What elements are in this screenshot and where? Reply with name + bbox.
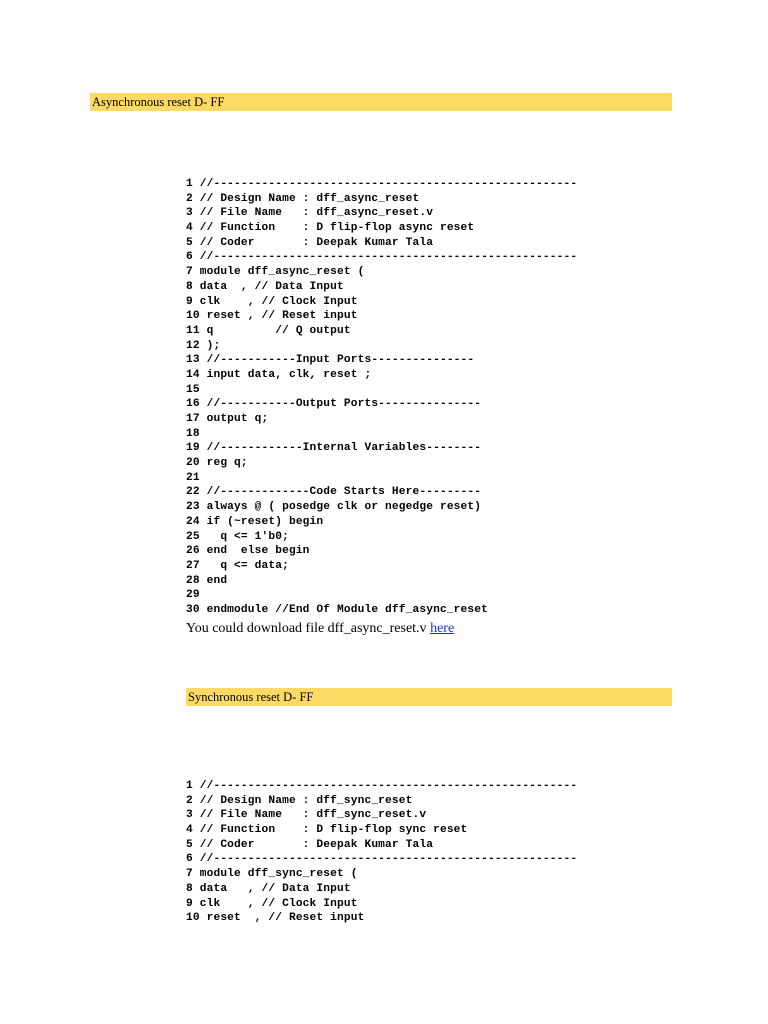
code-line: 23 always @ ( posedge clk or negedge reset) xyxy=(186,501,482,514)
code-line: 7 module dff_sync_reset ( xyxy=(186,868,358,881)
code-line: 19 //------------Internal Variables-------- xyxy=(186,442,482,455)
code-line: 21 xyxy=(186,471,200,484)
code-line: 30 endmodule //End Of Module dff_async_reset xyxy=(186,603,488,616)
code-line: 2 // Design Name : dff_async_reset xyxy=(186,192,420,205)
code-line: 22 //-------------Code Starts Here--------- xyxy=(186,486,482,499)
code-line: 1 //----------------------------------------------------- xyxy=(186,780,578,792)
code-line: 3 // File Name : dff_sync_reset.v xyxy=(186,809,427,822)
code-line: 5 // Coder : Deepak Kumar Tala xyxy=(186,838,434,851)
code-line: 9 clk , // Clock Input xyxy=(186,897,358,910)
code-line: 20 reg q; xyxy=(186,457,248,470)
section-heading-async: Asynchronous reset D- FF xyxy=(90,93,672,111)
download-text: You could download file dff_async_reset.v xyxy=(186,621,431,636)
code-line: 7 module dff_async_reset ( xyxy=(186,266,365,279)
code-line: 8 data , // Data Input xyxy=(186,882,351,895)
code-line: 6 //----------------------------------------------------- xyxy=(186,251,578,264)
code-line: 29 xyxy=(186,589,200,602)
code-line: 18 xyxy=(186,427,200,440)
code-line: 25 q <= 1'b0; xyxy=(186,530,289,543)
code-line: 14 input data, clk, reset ; xyxy=(186,368,372,381)
code-line: 26 end else begin xyxy=(186,545,310,558)
code-line: 12 ); xyxy=(186,339,221,352)
code-line: 24 if (~reset) begin xyxy=(186,515,324,528)
download-line xyxy=(186,620,454,638)
code-line: 2 // Design Name : dff_sync_reset xyxy=(186,794,413,807)
code-line: 3 // File Name : dff_async_reset.v xyxy=(186,207,434,220)
code-line: 10 reset , // Reset input xyxy=(186,310,358,323)
code-listing-async xyxy=(186,177,577,618)
code-line: 11 q // Q output xyxy=(186,324,351,337)
code-line: 6 //----------------------------------------------------- xyxy=(186,853,578,866)
code-listing-sync xyxy=(186,779,577,926)
code-line: 16 //-----------Output Ports--------------- xyxy=(186,398,482,411)
code-line: 4 // Function : D flip-flop async reset xyxy=(186,222,475,235)
code-line: 10 reset , // Reset input xyxy=(186,912,365,925)
code-line: 17 output q; xyxy=(186,413,269,425)
code-line: 4 // Function : D flip-flop sync reset xyxy=(186,824,468,837)
section-heading-sync: Synchronous reset D- FF xyxy=(186,688,672,706)
code-line: 8 data , // Data Input xyxy=(186,280,344,293)
code-line: 5 // Coder : Deepak Kumar Tala xyxy=(186,236,434,249)
code-line: 15 xyxy=(186,383,200,396)
code-line: 28 end xyxy=(186,574,228,587)
code-line: 1 //----------------------------------------------------- xyxy=(186,178,578,190)
download-here-link[interactable]: here xyxy=(430,621,455,636)
code-line: 9 clk , // Clock Input xyxy=(186,295,358,308)
code-line: 13 //-----------Input Ports--------------- xyxy=(186,354,475,367)
code-line: 27 q <= data; xyxy=(186,559,289,572)
